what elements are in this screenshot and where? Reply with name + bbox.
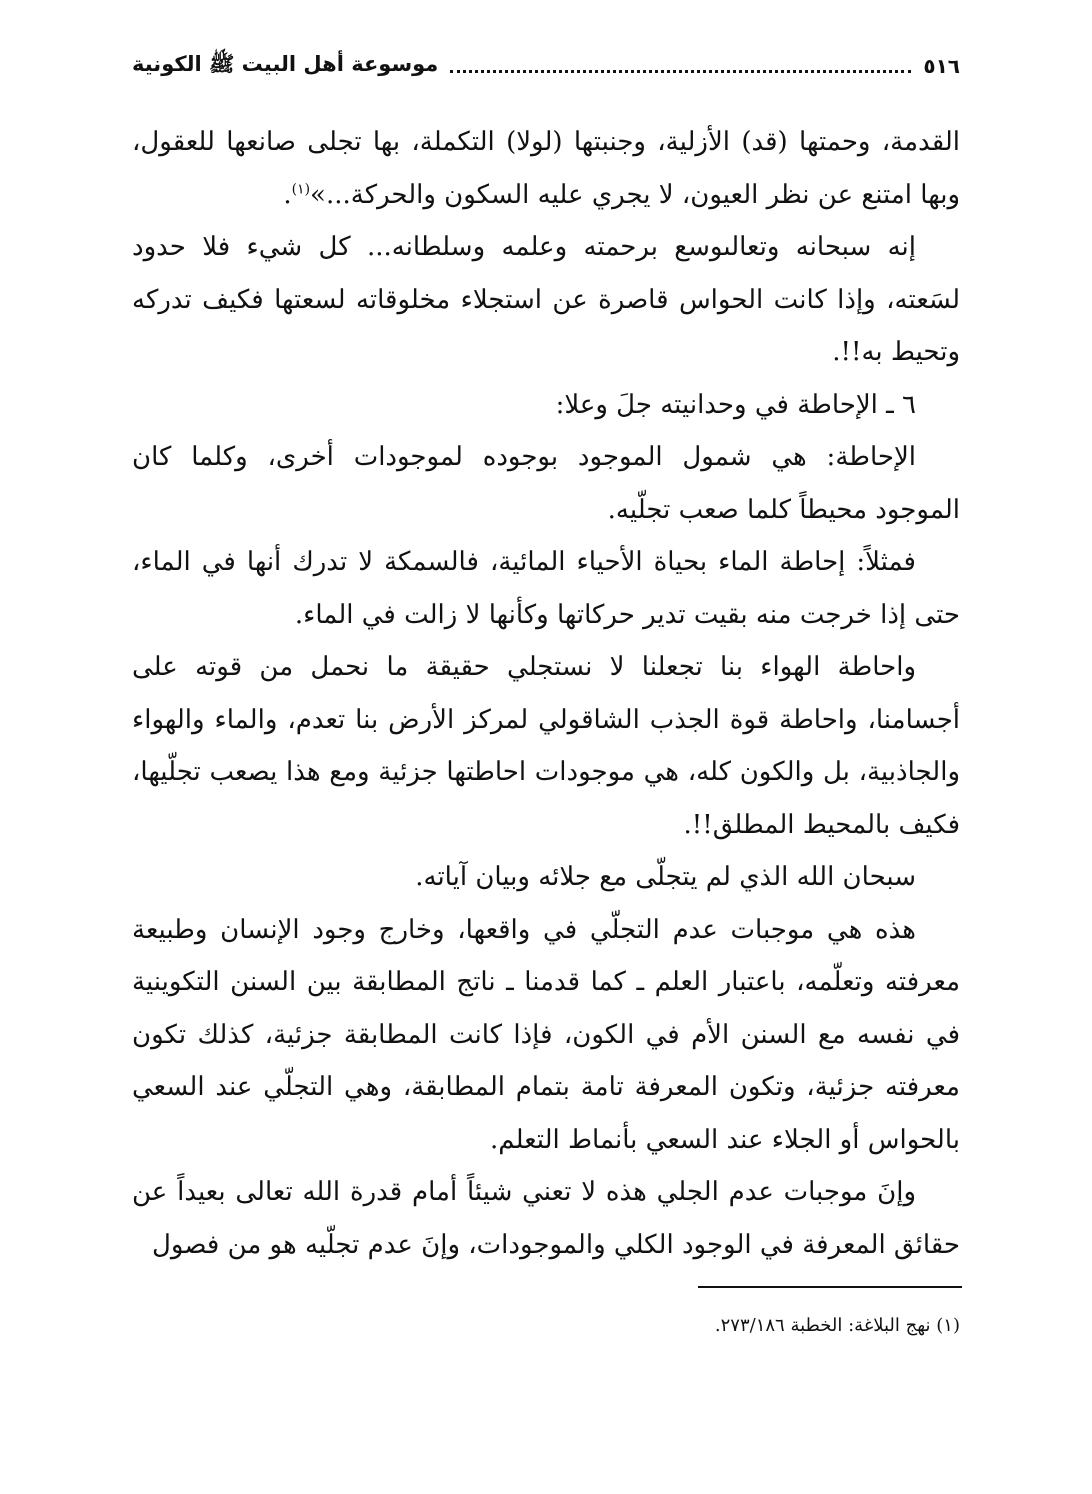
header-dotted-leader bbox=[450, 70, 911, 73]
running-header bbox=[132, 46, 960, 86]
paragraph: سبحان الله الذي لم يتجلّى مع جلائه وبيان آياته. bbox=[415, 862, 916, 892]
paragraph: إنه سبحانه وتعالىوسع برحمته وعلمه وسلطانه... كل شيء فلا حدود لسَعته، وإذا كانت الحواس قاصرة عن استجلاء مخلوقاته لسعتها فكيف تدركه وتحيط به!!. bbox=[132, 232, 960, 367]
section-heading: ٦ ـ الإحاطة في وحدانيته جلَ وعلا: bbox=[555, 389, 916, 420]
paragraph: القدمة، وحمتها (قد) الأزلية، وجنبتها (لولا) التكملة، بها تجلى صانعها للعقول، وبها امتنع عن نظر العيون، لا يجري عليه السكون والحركة...»$^{(١)}$. bbox=[132, 127, 960, 210]
paragraph: هذه هي موجبات عدم التجلّي في واقعها، وخارج وجود الإنسان وطبيعة معرفته وتعلّمه، باعتبار العلم ـ كما قدمنا ـ ناتج المطابقة بين السنن التكوينية في نفسه مع السنن الأم في الكون، فإذا كانت المطابقة جزئية، كذلك تكون معرفته جزئية، وتكون المعرفة تامة بتمام المطابقة، وهي التجلّي عند السعي بالحواس أو الجلاء عند السعي بأنماط التعلم. bbox=[132, 914, 960, 1155]
paragraph: وإنَ موجبات عدم الجلي هذه لا تعني شيئاً أمام قدرة الله تعالى بعيداً عن حقائق المعرفة في الوجود الكلي والموجودات، وإنَ عدم تجلّيه هو من فصول bbox=[132, 1177, 960, 1260]
page-number: ٥١٦ bbox=[923, 54, 960, 78]
footnote-separator bbox=[698, 1286, 962, 1288]
paragraph: فمثلاً: إحاطة الماء بحياة الأحياء المائية، فالسمكة لا تدرك أنها في الماء، حتى إذا خرجت منه بقيت تدير حركاتها وكأنها لا زالت في الماء. bbox=[132, 547, 960, 630]
paragraph: الإحاطة: هي شمول الموجود بوجوده لموجودات أخرى، وكلما كان الموجود محيطاً كلما صعب تجلّيه. bbox=[132, 442, 960, 525]
footnote-ref: (١) bbox=[291, 180, 311, 197]
book-title: موسوعة أهل البيت ﷺ الكونية bbox=[132, 51, 439, 76]
body-text bbox=[132, 116, 960, 1271]
paragraph: واحاطة الهواء بنا تجعلنا لا نستجلي حقيقة ما نحمل من قوته على أجسامنا، واحاطة قوة الجذب الشاقولي لمركز الأرض بنا تعدم، والماء والهواء والجاذبية، بل والكون كله، هي موجودات احاطتها جزئية ومع هذا يصعب تجلّيها، فكيف بالمحيط المطلق!!. bbox=[132, 652, 960, 840]
footnote: (١) نهج البلاغة: الخطبة ٢٧٣/١٨٦. bbox=[714, 1315, 960, 1336]
